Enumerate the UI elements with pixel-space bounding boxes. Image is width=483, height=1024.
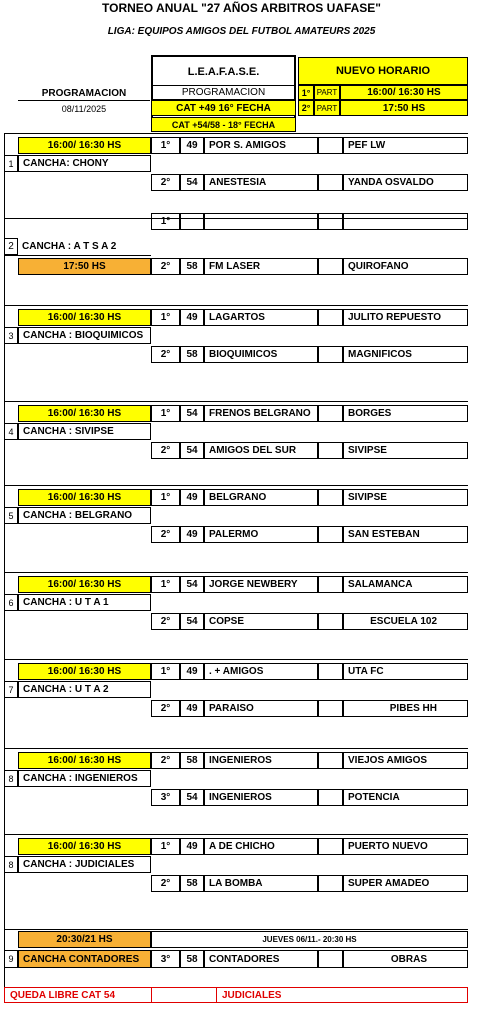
- block-index: 1: [4, 155, 18, 172]
- match-category: 54: [180, 789, 204, 806]
- org-name: L.E.A.F.A.S.E.: [187, 66, 260, 78]
- cancha-label: CANCHA : U T A 2: [18, 681, 151, 698]
- block-index: 2: [4, 238, 18, 255]
- score-cell: [318, 950, 343, 968]
- score-cell: [318, 875, 343, 892]
- cancha-label: CANCHA CONTADORES: [18, 950, 151, 968]
- page-subtitle: LIGA: EQUIPOS AMIGOS DEL FUTBOL AMATEURS 2025: [107, 26, 376, 37]
- block-time: 16:00/ 16:30 HS: [18, 309, 151, 326]
- programacion-label: PROGRAMACION: [18, 86, 150, 101]
- match-order: 2°: [151, 875, 180, 892]
- part2-num: 2°: [298, 100, 314, 116]
- score-cell: [318, 700, 343, 717]
- part2-time: 17:50 HS: [340, 100, 468, 116]
- home-team: INGENIEROS: [204, 752, 318, 769]
- match-order: 1°: [151, 663, 180, 680]
- home-team: A DE CHICHO: [204, 838, 318, 855]
- block-time: 16:00/ 16:30 HS: [18, 137, 151, 154]
- home-team: LA BOMBA: [204, 875, 318, 892]
- cancha-label: CANCHA : BELGRANO: [18, 507, 151, 524]
- score-cell: [318, 752, 343, 769]
- score-cell: [318, 174, 343, 191]
- match-category: [180, 213, 204, 230]
- match-order: 1°: [151, 309, 180, 326]
- libre-label: QUEDA LIBRE CAT 54: [10, 989, 116, 1001]
- page-title: TORNEO ANUAL "27 AÑOS ARBITROS UAFASE": [102, 1, 381, 15]
- block-time: 16:00/ 16:30 HS: [18, 663, 151, 680]
- away-team: VIEJOS AMIGOS: [343, 752, 468, 769]
- block-time: 16:00/ 16:30 HS: [18, 405, 151, 422]
- away-team: SUPER AMADEO: [343, 875, 468, 892]
- score-cell: [318, 309, 343, 326]
- match-order: 2°: [151, 752, 180, 769]
- score-cell: [318, 346, 343, 363]
- match-category: 49: [180, 309, 204, 326]
- away-team: ESCUELA 102: [343, 613, 468, 630]
- away-team: JULITO REPUESTO: [343, 309, 468, 326]
- home-team: [204, 213, 318, 230]
- block-note: JUEVES 06/11.- 20:30 HS: [151, 931, 468, 948]
- match-order: 1°: [151, 489, 180, 506]
- block-time: 17:50 HS: [18, 258, 151, 275]
- away-team: OBRAS: [343, 950, 468, 968]
- score-cell: [318, 663, 343, 680]
- match-order: 1°: [151, 213, 180, 230]
- block-time: 16:00/ 16:30 HS: [18, 489, 151, 506]
- score-cell: [318, 613, 343, 630]
- program-date: 08/11/2025: [61, 104, 107, 114]
- score-cell: [318, 489, 343, 506]
- away-team: POTENCIA: [343, 789, 468, 806]
- home-team: BELGRANO: [204, 489, 318, 506]
- match-order: 2°: [151, 526, 180, 543]
- home-team: ANESTESIA: [204, 174, 318, 191]
- home-team: AMIGOS DEL SUR: [204, 442, 318, 459]
- match-order: 2°: [151, 442, 180, 459]
- match-order: 1°: [151, 838, 180, 855]
- away-team: UTA FC: [343, 663, 468, 680]
- match-order: 2°: [151, 174, 180, 191]
- score-cell: [318, 137, 343, 154]
- judiciales-label: JUDICIALES: [222, 989, 282, 1001]
- away-team: MAGNIFICOS: [343, 346, 468, 363]
- match-order: 3°: [151, 789, 180, 806]
- home-team: CONTADORES: [204, 950, 318, 968]
- match-order: 2°: [151, 613, 180, 630]
- match-order: 2°: [151, 700, 180, 717]
- match-category: 49: [180, 663, 204, 680]
- away-team: SAN ESTEBAN: [343, 526, 468, 543]
- cat5458-fecha: CAT +54/58 - 18° FECHA: [151, 117, 296, 132]
- block-time: 16:00/ 16:30 HS: [18, 576, 151, 593]
- block-index: 7: [4, 681, 18, 698]
- match-category: 54: [180, 576, 204, 593]
- score-cell: [318, 526, 343, 543]
- part1-label: PART: [314, 85, 340, 100]
- block-time: 16:00/ 16:30 HS: [18, 838, 151, 855]
- block-index: 6: [4, 594, 18, 611]
- home-team: FRENOS BELGRANO: [204, 405, 318, 422]
- cancha-label: CANCHA : A T S A 2: [22, 241, 117, 252]
- match-category: 54: [180, 405, 204, 422]
- match-category: 49: [180, 526, 204, 543]
- away-team: PIBES HH: [343, 700, 468, 717]
- part2-label: PART: [314, 100, 340, 116]
- home-team: FM LASER: [204, 258, 318, 275]
- block-index: 8: [4, 770, 18, 787]
- score-cell: [318, 576, 343, 593]
- nuevo-horario-title: NUEVO HORARIO: [298, 57, 468, 85]
- block-index: 5: [4, 507, 18, 524]
- away-team: YANDA OSVALDO: [343, 174, 468, 191]
- score-cell: [318, 442, 343, 459]
- match-order: 1°: [151, 576, 180, 593]
- away-team: PUERTO NUEVO: [343, 838, 468, 855]
- match-category: 58: [180, 752, 204, 769]
- match-order: 1°: [151, 137, 180, 154]
- part1-time: 16:00/ 16:30 HS: [340, 85, 468, 100]
- cat49-fecha: CAT +49 16° FECHA: [151, 100, 296, 116]
- block-index: 4: [4, 423, 18, 440]
- cancha-label: CANCHA : U T A 1: [18, 594, 151, 611]
- home-team: BIOQUIMICOS: [204, 346, 318, 363]
- score-cell: [318, 213, 343, 230]
- match-category: 58: [180, 346, 204, 363]
- home-team: PALERMO: [204, 526, 318, 543]
- home-team: INGENIEROS: [204, 789, 318, 806]
- match-category: 54: [180, 442, 204, 459]
- block-index: 9: [4, 950, 18, 968]
- away-team: QUIROFANO: [343, 258, 468, 275]
- match-category: 49: [180, 137, 204, 154]
- match-category: 58: [180, 258, 204, 275]
- score-cell: [318, 405, 343, 422]
- away-team: BORGES: [343, 405, 468, 422]
- home-team: LAGARTOS: [204, 309, 318, 326]
- home-team: PARAISO: [204, 700, 318, 717]
- away-team: SIVIPSE: [343, 442, 468, 459]
- match-order: 3°: [151, 950, 180, 968]
- score-cell: [318, 838, 343, 855]
- match-category: 49: [180, 700, 204, 717]
- away-team: SIVIPSE: [343, 489, 468, 506]
- block-index: 8: [4, 856, 18, 873]
- cancha-label: CANCHA : SIVIPSE: [18, 423, 151, 440]
- match-order: 1°: [151, 405, 180, 422]
- home-team: POR S. AMIGOS: [204, 137, 318, 154]
- block-index: 3: [4, 327, 18, 344]
- away-team: [343, 213, 468, 230]
- cancha-label: CANCHA: CHONY: [18, 155, 151, 172]
- block-time: 20:30/21 HS: [18, 931, 151, 948]
- match-category: 49: [180, 489, 204, 506]
- away-team: PEF LW: [343, 137, 468, 154]
- match-category: 54: [180, 174, 204, 191]
- match-order: 2°: [151, 346, 180, 363]
- match-category: 58: [180, 950, 204, 968]
- match-order: 2°: [151, 258, 180, 275]
- home-team: COPSE: [204, 613, 318, 630]
- cancha-label: CANCHA : BIOQUIMICOS: [18, 327, 151, 344]
- org-programacion: PROGRAMACION: [151, 85, 296, 100]
- cancha-label: CANCHA : INGENIEROS: [18, 770, 151, 787]
- block-time: 16:00/ 16:30 HS: [18, 752, 151, 769]
- away-team: SALAMANCA: [343, 576, 468, 593]
- match-category: 54: [180, 613, 204, 630]
- home-team: . + AMIGOS: [204, 663, 318, 680]
- part1-num: 1°: [298, 85, 314, 100]
- match-category: 58: [180, 875, 204, 892]
- home-team: JORGE NEWBERY: [204, 576, 318, 593]
- match-category: 49: [180, 838, 204, 855]
- score-cell: [318, 258, 343, 275]
- score-cell: [318, 789, 343, 806]
- cancha-label: CANCHA : JUDICIALES: [18, 856, 151, 873]
